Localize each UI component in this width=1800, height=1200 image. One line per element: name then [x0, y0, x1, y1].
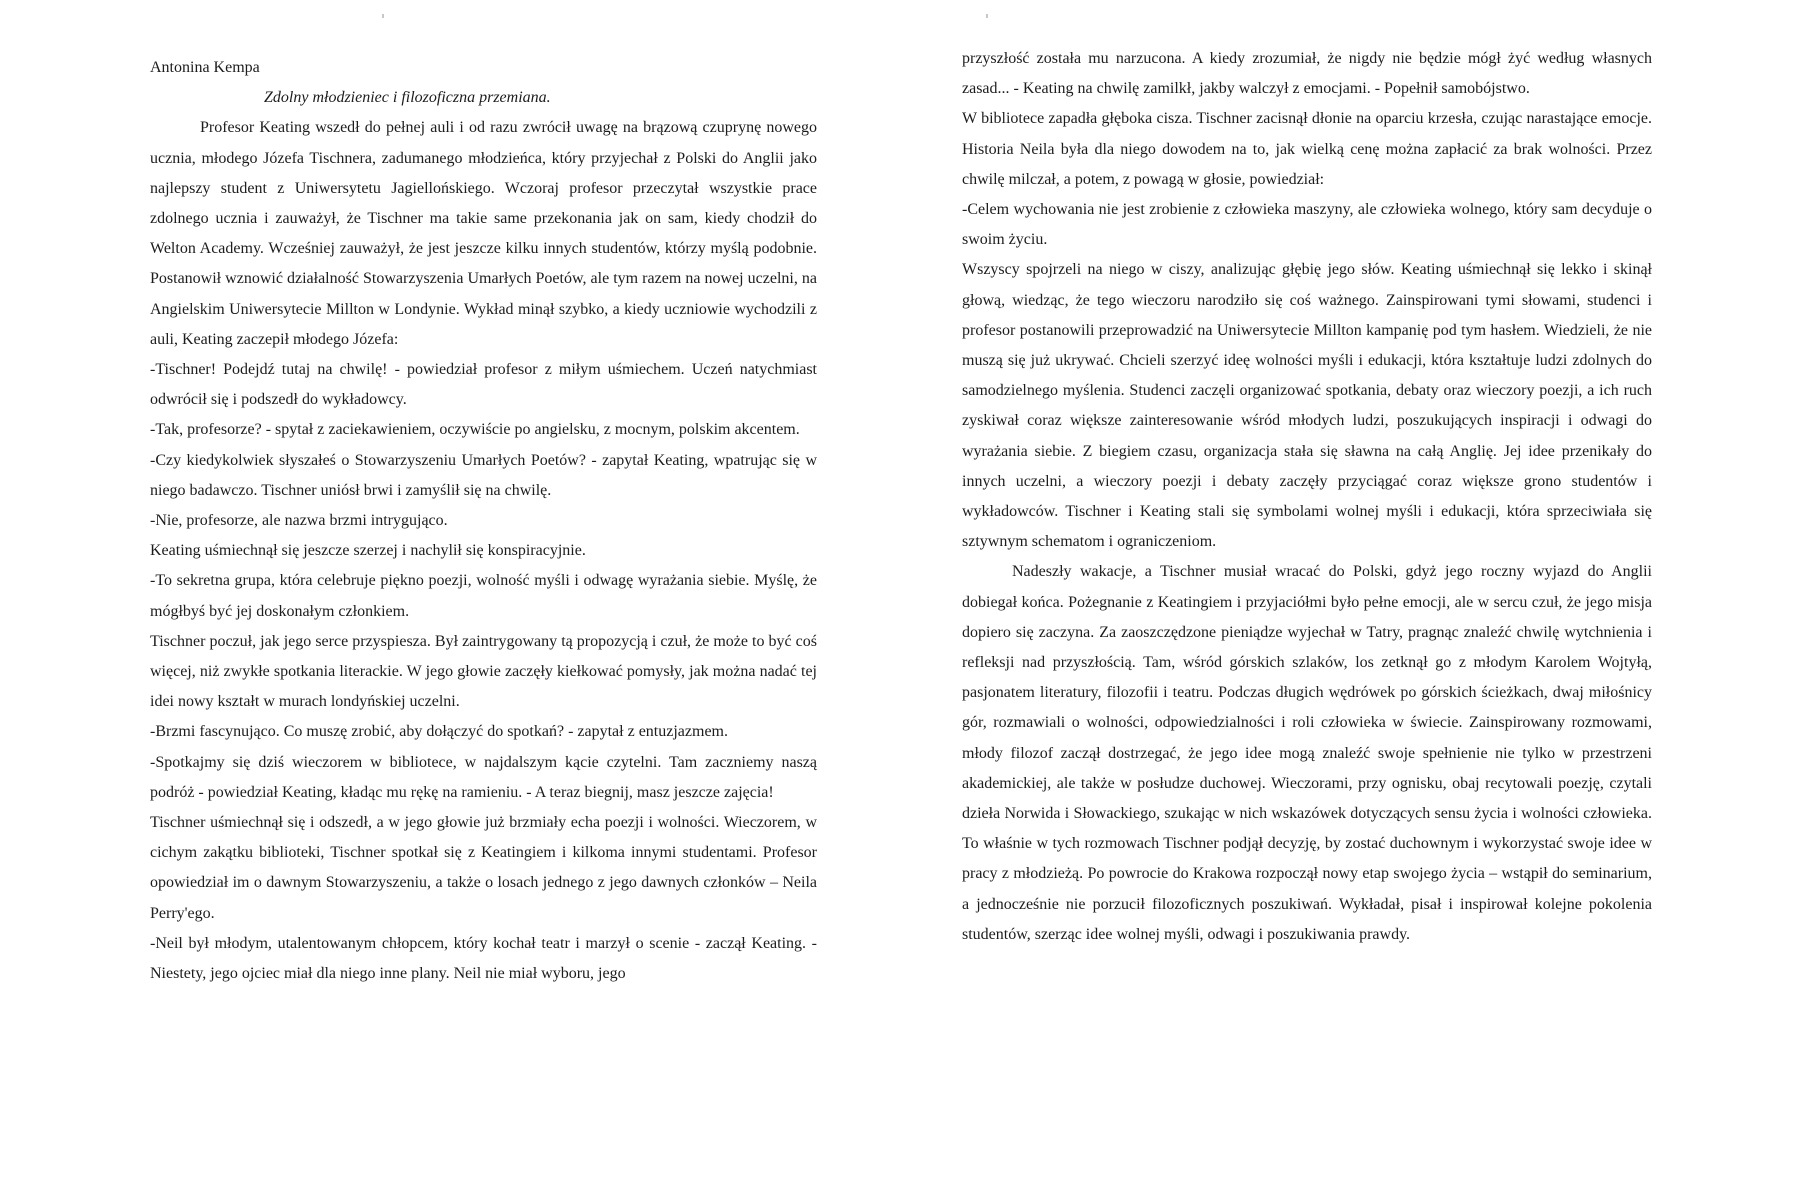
- paragraph: przyszłość została mu narzucona. A kiedy zrozumiał, że nigdy nie będzie mógł żyć według własnych zasad... - Keating na chwilę zamilkł, jakby walczył z emocjami. - Popełnił samobójstwo.: [962, 50, 1652, 98]
- paragraph: -Czy kiedykolwiek słyszałeś o Stowarzyszeniu Umarłych Poetów? - zapytał Keating, wpatrując się w niego badawczo. Tischner uniósł brwi i zamyślił się na chwilę.: [150, 451, 817, 499]
- paragraph: -Tischner! Podejdź tutaj na chwilę! - powiedział profesor z miłym uśmiechem. Uczeń natychmiast odwrócił się i podszedł do wykładowcy.: [150, 361, 817, 409]
- paragraph: -Celem wychowania nie jest zrobienie z człowieka maszyny, ale człowieka wolnego, który sam decyduje o swoim życiu.: [962, 201, 1652, 249]
- essay-title: Zdolny młodzieniec i filozoficzna przemiana.: [264, 89, 551, 107]
- paragraph: W bibliotece zapadła głęboka cisza. Tischner zacisnął dłonie na oparciu krzesła, czując narastające emocje. Historia Neila była dla niego dowodem na to, jak wielką cenę można zapłacić za brak wolności. Przez chwilę milczał, a potem, z powagą w głosie, powiedział:: [962, 110, 1652, 188]
- paragraph: Profesor Keating wszedł do pełnej auli i od razu zwrócił uwagę na brązową czuprynę nowego ucznia, młodego Józefa Tischnera, zadumanego młodzieńca, który przyjechał z Polski do Anglii jako najlepszy student z Uniwersytetu Jagiellońskiego. Wczoraj profesor przeczytał wszystkie prace zdolnego ucznia i zauważył, że Tischner ma takie same przekonania jak on sam, kiedy chodził do Welton Academy. Wcześniej zauważył, że jest jeszcze kilku innych studentów, którzy myślą podobnie. Postanowił wznowić działalność Stowarzyszenia Umarłych Poetów, ale tym razem na nowej uczelni, na Angielskim Uniwersytecie Millton w Londynie. Wykład minął szybko, a kiedy uczniowie wychodzili z auli, Keating zaczepił młodego Józefa:: [150, 119, 817, 348]
- paragraph: Wszyscy spojrzeli na niego w ciszy, analizując głębię jego słów. Keating uśmiechnął się lekko i skinął głową, wiedząc, że tego wieczoru narodziło się coś ważnego. Zainspirowani tymi słowami, studenci i profesor postanowili przeprowadzić na Uniwersytecie Millton kampanię pod tym hasłem. Wiedzieli, że nie muszą się już ukrywać. Chcieli szerzyć ideę wolności myśli i edukacji, która kształtuje ludzi zdolnych do samodzielnego myślenia. Studenci zaczęli organizować spotkania, debaty oraz wieczory poezji, a ich ruch zyskiwał coraz większe zainteresowanie wśród młodych ludzi, poszukujących inspiracji i odwagi do wyrażania siebie. Z biegiem czasu, organizacja stała się sławna na całą Anglię. Jej idee przenikały do innych uczelni, a wieczory poezji i debaty zaczęły przyciągać coraz większe grono studentów i wykładowców. Tischner i Keating stali się symbolami wolnej myśli i edukacji, która sprzeciwiała się sztywnym schematom i ograniczeniom.: [962, 261, 1652, 551]
- right-page-text-column: [962, 44, 1652, 950]
- left-page-text-column: [150, 53, 817, 989]
- paragraph: -To sekretna grupa, która celebruje piękno poezji, wolność myśli i odwagę wyrażania siebie. Myślę, że mógłbyś być jej doskonałym członkiem.: [150, 572, 817, 620]
- scan-mark: [986, 14, 988, 18]
- author-name: Antonina Kempa: [150, 59, 260, 76]
- paragraph: -Brzmi fascynująco. Co muszę zrobić, aby dołączyć do spotkań? - zapytał z entuzjazmem.: [150, 723, 728, 741]
- paragraph: Keating uśmiechnął się jeszcze szerzej i nachylił się konspiracyjnie.: [150, 542, 586, 560]
- scan-mark: [382, 14, 384, 18]
- right-page: [900, 0, 1800, 1200]
- paragraph: Tischner poczuł, jak jego serce przyspiesza. Był zaintrygowany tą propozycją i czuł, że może to być coś więcej, niż zwykłe spotkania literackie. W jego głowie zaczęły kiełkować pomysły, jak można nadać tej idei nowy kształt w murach londyńskiej uczelni.: [150, 632, 817, 711]
- paragraph: Tischner uśmiechnął się i odszedł, a w jego głowie już brzmiały echa poezji i wolności. Wieczorem, w cichym zakątku biblioteki, Tischner spotkał się z Keatingiem i kilkoma innymi studentami. Profesor opowiedział im o dawnym Stowarzyszeniu, a także o losach jednego z jego dawnych członków – Neila Perry'ego.: [150, 814, 817, 922]
- paragraph: -Spotkajmy się dziś wieczorem w bibliotece, w najdalszym kącie czytelni. Tam zaczniemy naszą podróż - powiedział Keating, kładąc mu rękę na ramieniu. - A teraz biegnij, masz jeszcze zajęcia!: [150, 753, 817, 801]
- paragraph: -Neil był młodym, utalentowanym chłopcem, który kochał teatr i marzył o scenie - zaczął Keating. - Niestety, jego ojciec miał dla niego inne plany. Neil nie miał wyboru, jego: [150, 934, 817, 983]
- paragraph: -Tak, profesorze? - spytał z zaciekawieniem, oczywiście po angielsku, z mocnym, polskim akcentem.: [150, 421, 800, 439]
- paragraph: Nadeszły wakacje, a Tischner musiał wracać do Polski, gdyż jego roczny wyjazd do Anglii dobiegał końca. Pożegnanie z Keatingiem i przyjaciółmi było pełne emocji, ale w sercu czuł, że jego misja dopiero się zaczyna. Za zaoszczędzone pieniądze wyjechał w Tatry, pragnąc znaleźć chwilę wytchnienia i refleksji nad przyszłością. Tam, wśród górskich szlaków, los zetknął go z młodym Karolem Wojtyłą, pasjonatem literatury, filozofii i teatru. Podczas długich wędrówek po górskich ścieżkach, dwaj miłośnicy gór, rozmawiali o wolności, odpowiedzialności i roli człowieka w świecie. Zainspirowany rozmowami, młody filozof zaczął dostrzegać, że jego idee mogą znaleźć swoje spełnienie nie tylko w przestrzeni akademickiej, ale także w posłudze duchowej. Wieczorami, przy ognisku, obaj recytowali poezję, czytali dzieła Norwida i Słowackiego, szukając w nich wskazówek dotyczących sensu życia i wolności człowieka. To właśnie w tych rozmowach Tischner podjął decyzję, by zostać duchownym i wykorzystać swoje idee w pracy z młodzieżą. Po powrocie do Krakowa rozpoczął nowy etap swojego życia – wstąpił do seminarium, a jednocześnie nie porzucił filozoficznych poszukiwań. Wykładał, pisał i inspirował kolejne pokolenia studentów, szerząc idee wolnej myśli, odwagi i poszukiwania prawdy.: [962, 563, 1652, 943]
- paragraph: -Nie, profesorze, ale nazwa brzmi intrygująco.: [150, 512, 448, 530]
